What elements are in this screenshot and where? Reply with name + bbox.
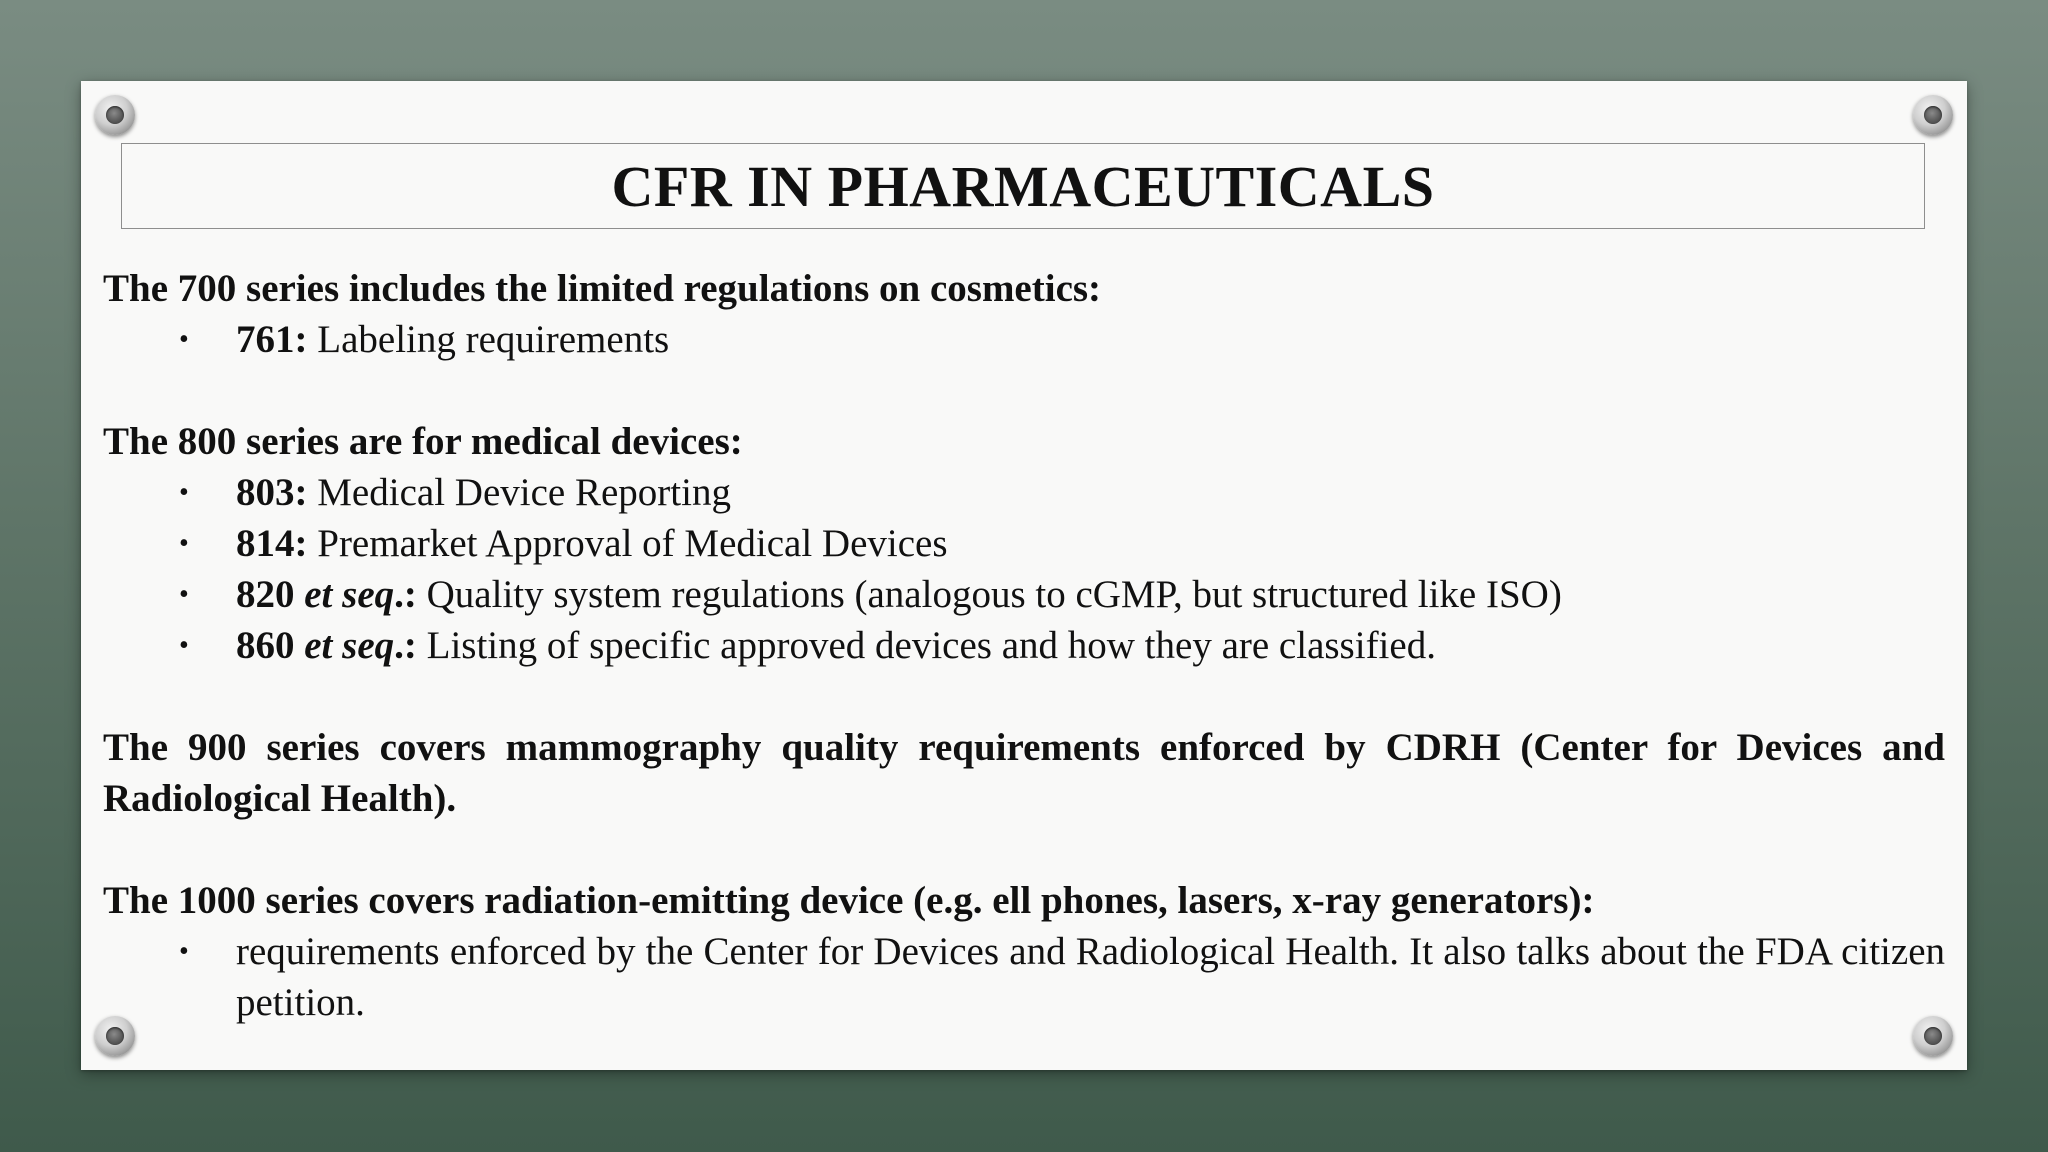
bolt-icon [95, 95, 135, 135]
bullet-icon: • [179, 324, 189, 355]
bolt-icon [1913, 95, 1953, 135]
item-text: Quality system regulations (analogous to cGMP, but structured like ISO) [416, 573, 1562, 616]
bullet-icon: • [179, 630, 189, 661]
list-item [103, 518, 1945, 569]
section-heading-800: The 800 series are for medical devices: [103, 420, 743, 463]
spacer [103, 365, 1945, 416]
bullet-list-1000 [103, 926, 1945, 1028]
item-text: Listing of specific approved devices and how they are classified. [416, 624, 1436, 667]
item-text: Premarket Approval of Medical Devices [307, 522, 948, 565]
title-box [121, 143, 1925, 229]
item-text: Medical Device Reporting [307, 471, 731, 514]
bullet-icon: • [179, 528, 189, 559]
section-number: 761: [236, 318, 308, 361]
list-item [103, 314, 1945, 365]
bullet-list-700 [103, 314, 1945, 365]
slide-title: CFR IN PHARMACEUTICALS [611, 153, 1435, 219]
list-item [103, 569, 1945, 620]
list-item [103, 926, 1945, 1028]
section-number: 860 [236, 624, 305, 667]
bullet-icon: • [179, 936, 189, 967]
list-item [103, 467, 1945, 518]
et-seq-label: et seq [304, 624, 395, 667]
list-item [103, 620, 1945, 671]
spacer [103, 671, 1945, 722]
bullet-list-800 [103, 467, 1945, 671]
spacer [103, 824, 1945, 875]
item-text: requirements enforced by the Center for Devices and Radiological Health. It also talks about the FDA citizen petition. [236, 930, 1945, 1024]
section-heading-700: The 700 series includes the limited regulations on cosmetics: [103, 267, 1102, 310]
section-number: 814: [236, 522, 308, 565]
section-heading-900: The 900 series covers mammography quality requirements enforced by CDRH (Center for Devices and Radiological Health). [103, 726, 1945, 820]
et-seq-label: et seq [304, 573, 395, 616]
slide-content [103, 263, 1945, 1028]
section-number: 803: [236, 471, 308, 514]
item-text: Labeling requirements [307, 318, 670, 361]
section-heading-1000: The 1000 series covers radiation-emitting device (e.g. ell phones, lasers, x-ray generators): [103, 879, 1595, 922]
slide-panel [81, 81, 1967, 1070]
section-number-suffix: .: [394, 624, 417, 667]
section-number: 820 [236, 573, 305, 616]
bullet-icon: • [179, 579, 189, 610]
section-number-suffix: .: [394, 573, 417, 616]
bullet-icon: • [179, 477, 189, 508]
